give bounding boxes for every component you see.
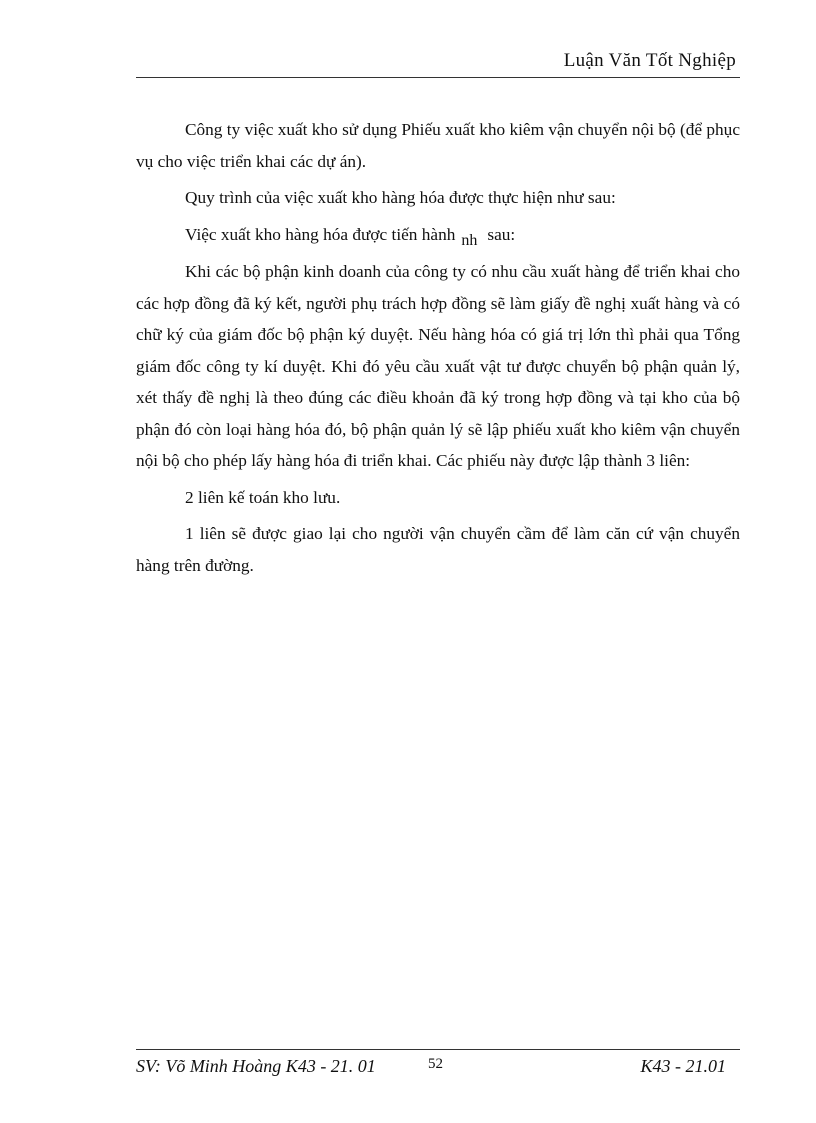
footer-divider bbox=[136, 1049, 740, 1050]
header-divider bbox=[136, 77, 740, 78]
footer-class-code: K43 - 21.01 bbox=[640, 1056, 726, 1076]
page-number: 52 bbox=[428, 1056, 443, 1072]
paragraph-3 bbox=[136, 219, 740, 252]
document-body bbox=[136, 114, 740, 581]
paragraph-3-subscript: nh bbox=[461, 231, 478, 249]
paragraph-4: Khi các bộ phận kinh doanh của công ty có nhu cầu xuất hàng để triển khai cho các hợp đồng đã ký kết, người phụ trách hợp đồng sẽ làm giấy đề nghị xuất hàng và có chữ ký của giám đốc bộ phận ký duyệt. Nếu hàng hóa có giá trị lớn thì phải qua Tổng giám đốc công ty kí duyệt. Khi đó yêu cầu xuất vật tư được chuyển bộ phận quản lý, xét thấy đề nghị là theo đúng các điều khoản đã ký trong hợp đồng và tại kho của bộ phận đó còn loại hàng hóa đó, bộ phận quản lý sẽ lập phiếu xuất kho kiêm vận chuyển nội bộ cho phép lấy hàng hóa đi triển khai. Các phiếu này được lập thành 3 liên: bbox=[136, 262, 740, 470]
page-header-title: Luận Văn Tốt Nghiệp bbox=[563, 50, 736, 71]
paragraph-3-start: Việc xuất kho hàng hóa được tiến hành bbox=[185, 224, 456, 244]
paragraph-5: 2 liên kế toán kho lưu. bbox=[185, 487, 341, 507]
paragraph-2: Quy trình của việc xuất kho hàng hóa được thực hiện như sau: bbox=[185, 188, 616, 207]
paragraph-3-end: sau: bbox=[487, 224, 516, 244]
paragraph-6: 1 liên sẽ được giao lại cho người vận chuyển cầm để làm căn cứ vận chuyển hàng trên đường. bbox=[136, 524, 740, 575]
paragraph-1: Công ty việc xuất kho sử dụng Phiếu xuất kho kiêm vận chuyển nội bộ (để phục vụ cho việc triển khai các dự án). bbox=[136, 120, 740, 171]
footer-student-info: SV: Võ Minh Hoàng K43 - 21. 01 bbox=[136, 1056, 376, 1076]
